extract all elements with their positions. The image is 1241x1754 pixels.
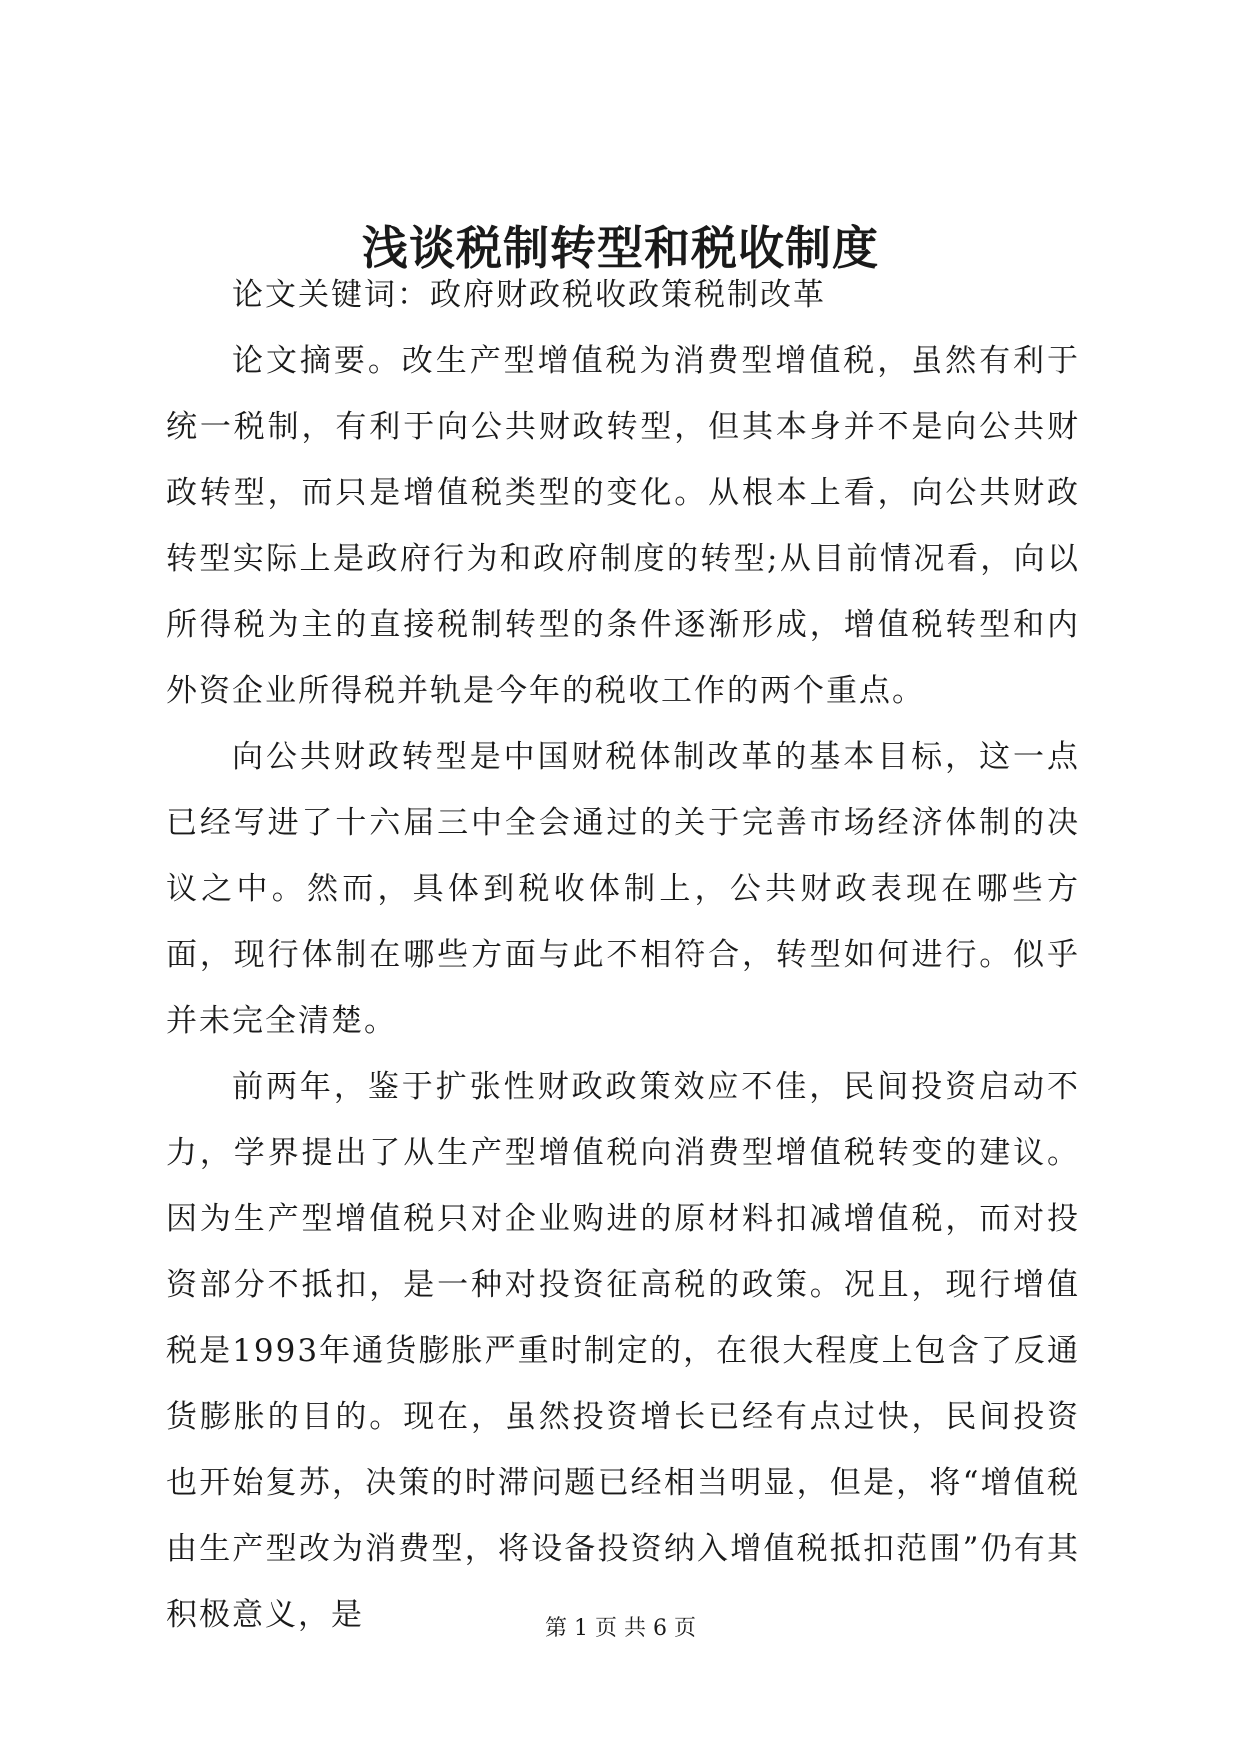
document-title: 浅谈税制转型和税收制度 (362, 221, 879, 275)
document-body (166, 262, 1080, 1648)
keywords-paragraph: 论文关键词：政府财政税收政策税制改革 (232, 277, 826, 313)
abstract-paragraph: 论文摘要。改生产型增值税为消费型增值税，虽然有利于统一税制，有利于向公共财政转型，但其本身并不是向公共财政转型，而只是增值税类型的变化。从根本上看，向公共财政转型实际上是政府行为和政府制度的转型;从目前情况看，向以所得税为主的直接税制转型的条件逐渐形成，增值税转型和内外资企业所得税并轨是今年的税收工作的两个重点。 (166, 343, 1080, 709)
page-number-footer: 第 1 页 共 6 页 (545, 1616, 696, 1641)
body-paragraph: 向公共财政转型是中国财税体制改革的基本目标，这一点已经写进了十六届三中全会通过的关于完善市场经济体制的决议之中。然而，具体到税收体制上，公共财政表现在哪些方面，现行体制在哪些方面与此不相符合，转型如何进行。似乎并未完全清楚。 (166, 739, 1080, 1039)
body-paragraph: 前两年，鉴于扩张性财政政策效应不佳，民间投资启动不力，学界提出了从生产型增值税向消费型增值税转变的建议。因为生产型增值税只对企业购进的原材料扣减增值税，而对投资部分不抵扣，是一种对投资征高税的政策。况且，现行增值税是1993年通货膨胀严重时制定的，在很大程度上包含了反通货膨胀的目的。现在，虽然投资增长已经有点过快，民间投资也开始复苏，决策的时滞问题已经相当明显，但是，将“增值税由生产型改为消费型，将设备投资纳入增值税抵扣范围”仍有其积极意义，是 (166, 1069, 1080, 1633)
